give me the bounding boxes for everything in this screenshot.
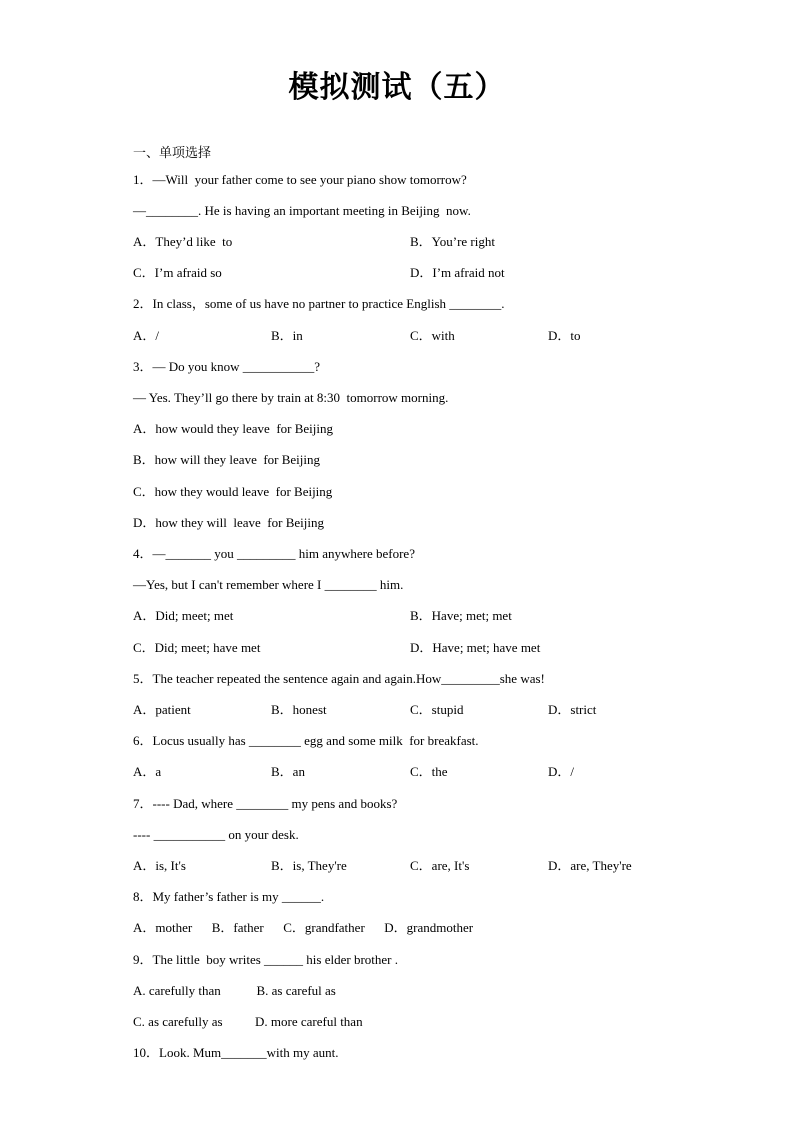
question-sub: —Yes, but I can't remember where I ________ him. [133,577,404,592]
option-c: C．I’m afraid so [133,265,222,280]
option-c: C．are, It's [410,858,470,873]
option-a: A．/ [133,328,160,343]
option-d: D．how they will leave for Beijing [133,515,324,530]
question-sub: — Yes. They’ll go there by train at 8:30 tomorrow morning. [133,390,449,405]
option-a: A．how would they leave for Beijing [133,421,334,436]
options-line: A. carefully than B. as careful as [133,983,336,998]
option-a: A．patient [133,702,191,717]
question-stem: 1．—Will your father come to see your piano show tomorrow? [133,172,467,187]
option-c: C．how they would leave for Beijing [133,484,333,499]
option-d: D．Have; met; have met [410,640,541,655]
question-sub: ---- ___________ on your desk. [133,827,299,842]
option-c: C．Did; meet; have met [133,640,261,655]
question-stem: 2．In class，some of us have no partner to practice English ________. [133,296,505,311]
option-a: A．a [133,764,162,779]
option-d: D．/ [548,764,575,779]
question-stem: 6．Locus usually has ________ egg and some milk for breakfast. [133,733,479,748]
question-stem: 5．The teacher repeated the sentence again and again.How_________she was! [133,671,545,686]
page-title: 模拟测试（五） [288,70,506,105]
option-a: A．Did; meet; met [133,608,234,623]
question-stem: 8．My father’s father is my ______. [133,889,325,904]
option-c: C．the [410,764,448,779]
option-b: B．how will they leave for Beijing [133,452,321,467]
option-b: B．honest [271,702,327,717]
option-b: B．Have; met; met [410,608,512,623]
question-stem: 9．The little boy writes ______ his elder brother . [133,952,399,967]
option-b: B．is, They're [271,858,347,873]
option-b: B．an [271,764,305,779]
question-sub: —________. He is having an important meeting in Beijing now. [133,203,471,218]
option-c: C．with [410,328,455,343]
section-heading: 一、单项选择 [133,146,212,161]
options-line: A．mother B．father C．grandfather D．grandmother [133,920,474,935]
option-d: D．strict [548,702,597,717]
option-b: B．in [271,328,303,343]
question-stem: 7．---- Dad, where ________ my pens and books? [133,796,398,811]
question-stem: 3．— Do you know ___________? [133,359,321,374]
option-d: D．to [548,328,581,343]
option-d: D．are, They're [548,858,632,873]
options-line: C. as carefully as D. more careful than [133,1014,363,1029]
option-a: A．They’d like to [133,234,233,249]
option-a: A．is, It's [133,858,186,873]
option-b: B．You’re right [410,234,495,249]
option-d: D．I’m afraid not [410,265,505,280]
option-c: C．stupid [410,702,464,717]
question-stem: 10．Look. Mum_______with my aunt. [133,1045,339,1060]
question-stem: 4．—_______ you _________ him anywhere before? [133,546,415,561]
